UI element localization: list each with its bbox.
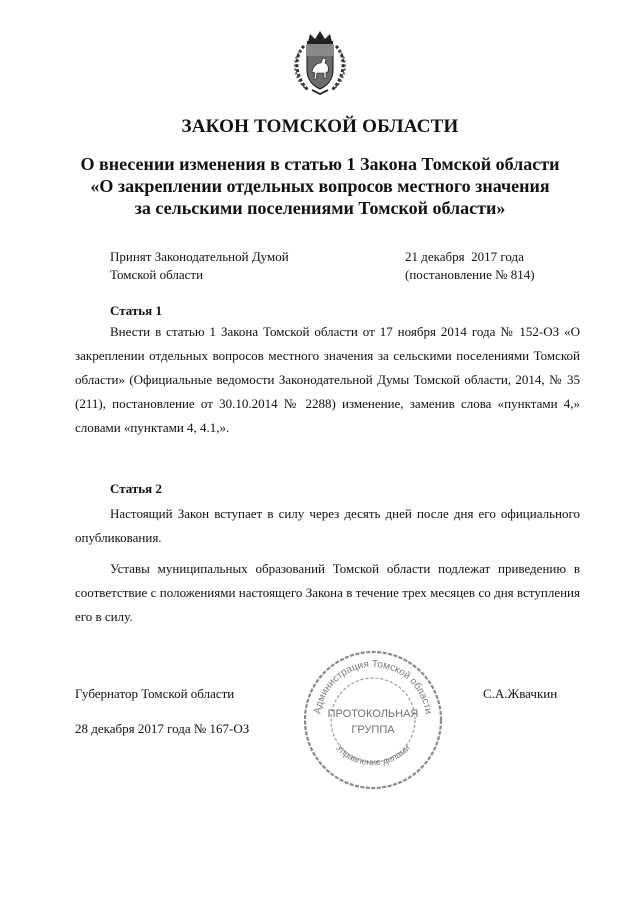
official-stamp-icon: [298, 645, 448, 795]
article-1-heading: Статья 1: [110, 303, 162, 318]
stamp-outer-text: Администрация Томской области: [312, 658, 434, 715]
subtitle-line: за сельскими поселениями Томской области»: [134, 198, 506, 218]
governor-name: С.А.Жвачкин: [483, 686, 558, 701]
article-2-paragraph-1: Настоящий Закон вступает в силу через десять дней после дня его официального опубликования.: [75, 506, 580, 545]
article-2-heading: Статья 2: [110, 481, 162, 496]
svg-text:Управление делами: [334, 743, 412, 767]
article-2-paragraph-2: Уставы муниципальных образований Томской области подлежат приведению в соответствие с положениями настоящего Закона в течение трех месяцев со дня вступления его в силу.: [75, 561, 580, 624]
subtitle-line: О внесении изменения в статью 1 Закона Томской области: [80, 154, 560, 174]
law-date-number: 28 декабря 2017 года № 167-ОЗ: [75, 721, 250, 736]
adopted-by: [110, 248, 289, 284]
coat-of-arms-icon: [290, 28, 350, 98]
subtitle-line: «О закреплении отдельных вопросов местного значения: [90, 176, 550, 196]
adoption-date: [405, 248, 535, 284]
document-subtitle: [0, 153, 640, 219]
adopted-by-line: Томской области: [110, 267, 204, 282]
stamp-inner-line: ПРОТОКОЛЬНАЯ: [327, 708, 419, 720]
adoption-date-line: 21 декабря 2017 года: [405, 249, 524, 264]
stamp-bottom-text: Управление делами: [334, 742, 412, 768]
governor-title: Губернатор Томской области: [75, 686, 235, 701]
resolution-number: (постановление № 814): [405, 267, 535, 282]
adopted-by-line: Принят Законодательной Думой: [110, 249, 289, 264]
stamp-inner-line: ГРУППА: [351, 724, 395, 736]
article-1-paragraph: Внести в статью 1 Закона Томской области от 17 ноября 2014 года № 152-ОЗ «О закреплении отдельных вопросов местного значения за сельскими поселениями Томской области» (Официальные ведомости Законодательной Думы Томской области, 2014, № 35 (211), постановление от 30.10.2014 № 2288) изменение, заменив слова «пунктами 4,» словами «пунктами 4, 4.1,».: [75, 324, 580, 435]
document-title: ЗАКОН ТОМСКОЙ ОБЛАСТИ: [181, 116, 459, 137]
